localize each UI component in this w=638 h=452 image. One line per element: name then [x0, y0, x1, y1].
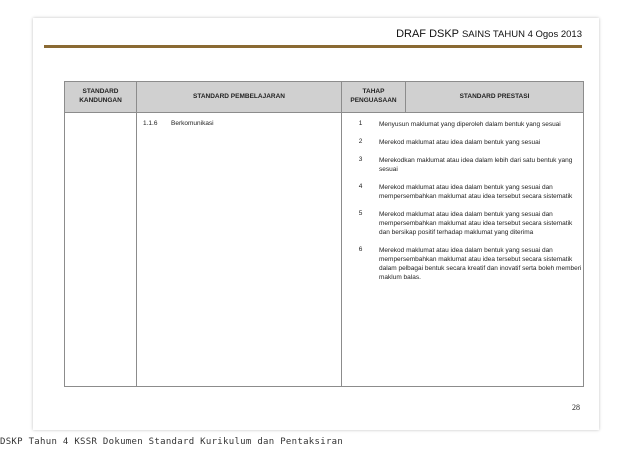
header-standard-kandungan: STANDARD KANDUNGAN — [65, 82, 137, 113]
level-row — [342, 136, 583, 147]
level-description: Merekod maklumat atau idea dalam bentuk yang sesuai dan mempersembahkan maklumat atau idea tersebut secara sistematik — [379, 184, 573, 200]
sp-text: Berkomunikasi — [171, 120, 214, 127]
footer-caption: DSKP Tahun 4 KSSR Dokumen Standard Kurikulum dan Pentaksiran — [0, 437, 344, 447]
level-number: 4 — [358, 183, 363, 190]
level-row — [342, 208, 583, 237]
level-number: 1 — [358, 120, 363, 127]
level-number: 2 — [358, 138, 363, 145]
level-row — [342, 181, 583, 201]
header-tahap-penguasaan: TAHAP PENGUASAAN — [342, 82, 406, 113]
level-number: 5 — [358, 210, 363, 217]
level-description: Menyusun maklumat yang diperoleh dalam bentuk yang sesuai — [379, 121, 561, 128]
level-number: 6 — [358, 246, 363, 253]
level-description: Merekod maklumat atau idea dalam bentuk yang sesuai — [379, 139, 541, 146]
header-title-main: DRAF DSKP — [396, 28, 460, 40]
table-header-row — [65, 82, 584, 113]
level-description: Merekodkan maklumat atau idea dalam lebih dari satu bentuk yang sesuai — [379, 157, 573, 173]
table-row — [65, 113, 584, 387]
level-description: Merekod maklumat atau idea dalam bentuk yang sesuai dan mempersembahkan maklumat atau idea tersebut secara sistematik dan bersikap positif terhadap maklumat yang diterima — [379, 211, 573, 236]
sp-code: 1.1.6 — [143, 120, 158, 127]
level-row — [342, 118, 583, 129]
level-row — [342, 244, 583, 282]
header-standard-prestasi: STANDARD PRESTASI — [406, 82, 584, 113]
header-divider — [44, 45, 582, 48]
level-description: Merekod maklumat atau idea dalam bentuk yang sesuai dan mempersembahkan maklumat atau idea tersebut secara sistematik dalam pelbagai bentuk secara kreatif dan inovatif serta boleh memberi maklum balas. — [379, 247, 582, 281]
header-standard-pembelajaran: STANDARD PEMBELAJARAN — [137, 82, 342, 113]
level-row — [342, 154, 583, 174]
dskp-table — [64, 81, 584, 387]
level-list — [342, 113, 583, 282]
standard-kandungan-cell — [65, 113, 137, 387]
standard-pembelajaran-cell — [137, 113, 342, 387]
page-number: 28 — [572, 403, 580, 412]
document-header-title — [396, 28, 582, 40]
level-number: 3 — [358, 156, 363, 163]
header-title-rest: SAINS TAHUN 4 Ogos 2013 — [461, 29, 582, 40]
prestasi-cell — [342, 113, 584, 387]
